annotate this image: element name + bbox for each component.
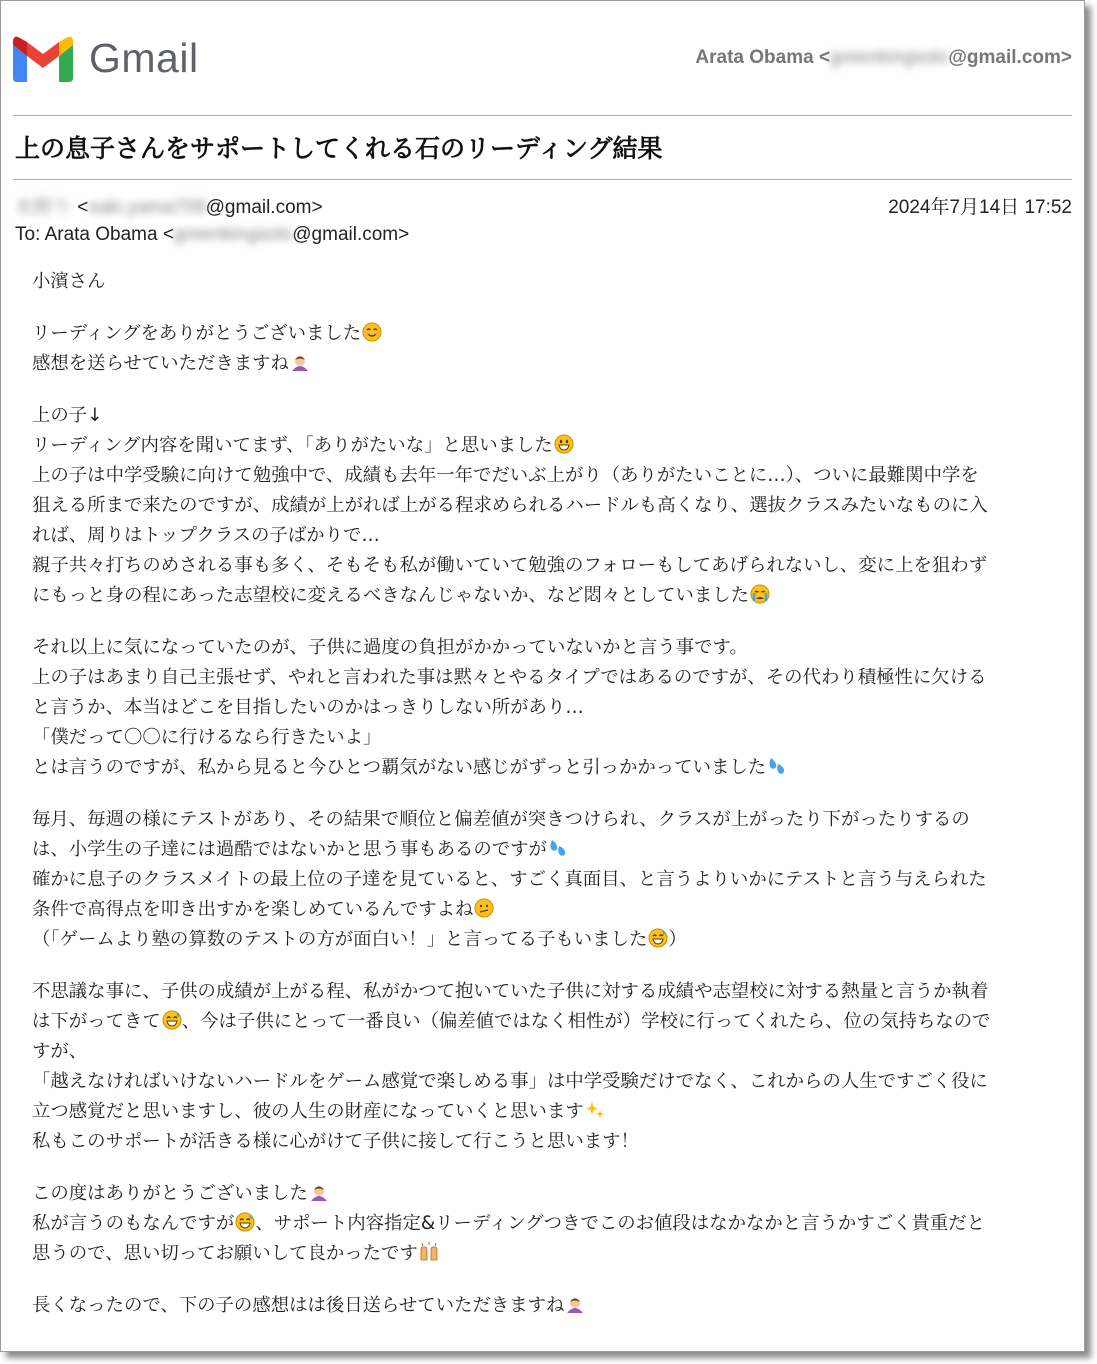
body-text: 狙える所まで来たのですが、成績が上がれば上がる程求められるハードルも高くなり、選抜クラスみたいなものに入 <box>32 495 988 516</box>
body-text: 私が言うのもなんですが <box>32 1213 235 1234</box>
account-email: <greenkingsolo@gmail.com> <box>818 47 1072 68</box>
body-text: 立つ感覚だと思いますし、彼の人生の財産になっていくと思います <box>32 1101 584 1122</box>
paragraph-3 <box>32 633 1044 783</box>
body-text: 、サポート内容指定&リーディングつきでこのお値段はなかなかと言うかすごく貴重だと <box>255 1213 986 1234</box>
gmail-logo <box>13 35 199 82</box>
body-text: 確かに息子のクラスメイトの最上位の子達を見ていると、すごく真面目、と言うよりいかにテストと言う与えられた <box>32 869 987 890</box>
recipient-email-domain: @gmail.com> <box>292 224 410 245</box>
smiling-face-icon <box>362 322 382 342</box>
account-name: Arata Obama <box>695 47 814 68</box>
email-body <box>32 267 1044 1343</box>
from-row <box>15 194 1072 221</box>
body-text: 上の子は中学受験に向けて勉強中で、成績も去年一年でだいぶ上がり（ありがたいことに…）、ついに最難関中学を <box>32 465 979 486</box>
body-text: 、今は子供にとって一番良い（偏差値ではなく相性が）学校に行ってくれたら、位の気持ちなので <box>181 1011 991 1032</box>
account-email-domain: @gmail.com> <box>948 47 1072 68</box>
gmail-m-icon <box>13 36 73 82</box>
raising-hands-icon <box>419 1242 439 1262</box>
body-text: 親子共々打ちのめされる事も多く、そもそも私が働いていて勉強のフォローもしてあげられないし、変に上を狙わず <box>32 555 988 576</box>
body-text: （「ゲームより塾の算数のテストの方が面白い！」と言ってる子もいました <box>32 929 648 950</box>
paragraph-2 <box>32 401 1044 611</box>
header-divider <box>13 115 1072 116</box>
body-text: この度はありがとうございました <box>32 1183 308 1204</box>
body-text: は下がってきて <box>32 1011 161 1032</box>
body-text: 上の子はあまり自己主張せず、やれと言われた事は黙々とやるタイプではあるのですが、その代わり積極性に欠ける <box>32 667 987 688</box>
bowing-person-icon <box>290 352 310 372</box>
recipient-email-hidden: greenkingsolo <box>173 224 293 245</box>
recipient-label: To: Arata Obama < <box>15 224 174 245</box>
paragraph-6 <box>32 1179 1044 1269</box>
paragraph-4 <box>32 805 1044 955</box>
body-text: 長くなったので、下の子の感想はは後日送らせていただきますね <box>32 1295 565 1316</box>
body-text: リーディング内容を聞いてまず、「ありがたいな」と思いました <box>32 435 553 456</box>
subject-divider <box>13 179 1072 180</box>
paragraph-5 <box>32 977 1044 1157</box>
email-meta <box>15 194 1072 248</box>
confused-face-icon <box>474 898 494 918</box>
body-text: 「僕だって〇〇に行けるなら行きたいよ」 <box>32 727 382 748</box>
header <box>13 35 1072 87</box>
sender-email: <saki.yama709@gmail.com> <box>77 197 322 218</box>
account-info <box>695 47 1072 69</box>
greeting <box>32 267 1044 297</box>
grinning-sweat-icon <box>235 1212 255 1232</box>
sparkles-icon <box>585 1100 605 1120</box>
body-text: 思うので、思い切ってお願いして良かったです <box>32 1243 418 1264</box>
sweat-droplets-icon <box>767 756 787 776</box>
greeting-text: 小濱さん <box>32 271 106 292</box>
body-text: 不思議な事に、子供の成績が上がる程、私がかつて抱いていた子供に対する成績や志望校に対する熱量と言うか執着 <box>32 981 989 1002</box>
sweat-droplets-icon <box>548 838 568 858</box>
sender-email-domain: @gmail.com> <box>205 197 323 218</box>
body-text: ） <box>668 929 687 950</box>
bowing-person-icon <box>309 1182 329 1202</box>
to-row <box>15 221 1072 248</box>
grinning-face-icon <box>554 434 574 454</box>
body-text: とは言うのですが、私から見ると今ひとつ覇気がない感じがずっと引っかかっていました <box>32 757 767 778</box>
body-text: 上の子↓ <box>32 405 103 426</box>
email-subject: 上の息子さんをサポートしてくれる石のリーディング結果 <box>15 134 663 163</box>
body-text: 私もこのサポートが活きる様に心がけて子供に接して行こうと思います！ <box>32 1131 639 1152</box>
body-text: 毎月、毎週の様にテストがあり、その結果で順位と偏差値が突きつけられ、クラスが上がったり下がったりするの <box>32 809 970 830</box>
email-date: 2024年7月14日 17:52 <box>888 197 1072 218</box>
body-text: は、小学生の子達には過酷ではないかと思う事もあるのですが <box>32 839 547 860</box>
body-text: れば、周りはトップクラスの子ばかりで… <box>32 525 380 546</box>
sender-name-hidden: 水野り <box>15 197 73 218</box>
body-text: リーディングをありがとうございました <box>32 323 362 344</box>
paragraph-1 <box>32 319 1044 379</box>
paragraph-7 <box>32 1291 1044 1321</box>
body-text: にもっと身の程にあった志望校に変えるべきなんじゃないか、など悶々としていました <box>32 585 750 606</box>
grinning-sweat-icon <box>162 1010 182 1030</box>
body-text: すが、 <box>32 1041 88 1062</box>
body-text: と言うか、本当はどこを目指したいのかはっきりしない所があり… <box>32 697 584 718</box>
body-text: 感想を送らせていただきますね <box>32 353 289 374</box>
body-text: それ以上に気になっていたのが、子供に過度の負担がかかっていないかと言う事です。 <box>32 637 748 658</box>
grinning-sweat-icon <box>648 928 668 948</box>
account-email-hidden: greenkingsolo <box>830 47 949 68</box>
gmail-wordmark: Gmail <box>89 35 199 81</box>
crying-face-icon <box>750 584 770 604</box>
bowing-person-icon <box>565 1294 585 1314</box>
body-text: 条件で高得点を叩き出すかを楽しめているんですよね <box>32 899 474 920</box>
body-text: 「越えなければいけないハードルをゲーム感覚で楽しめる事」は中学受験だけでなく、これからの人生ですごく役に <box>32 1071 988 1092</box>
sender-email-hidden: saki.yama709 <box>88 197 206 218</box>
